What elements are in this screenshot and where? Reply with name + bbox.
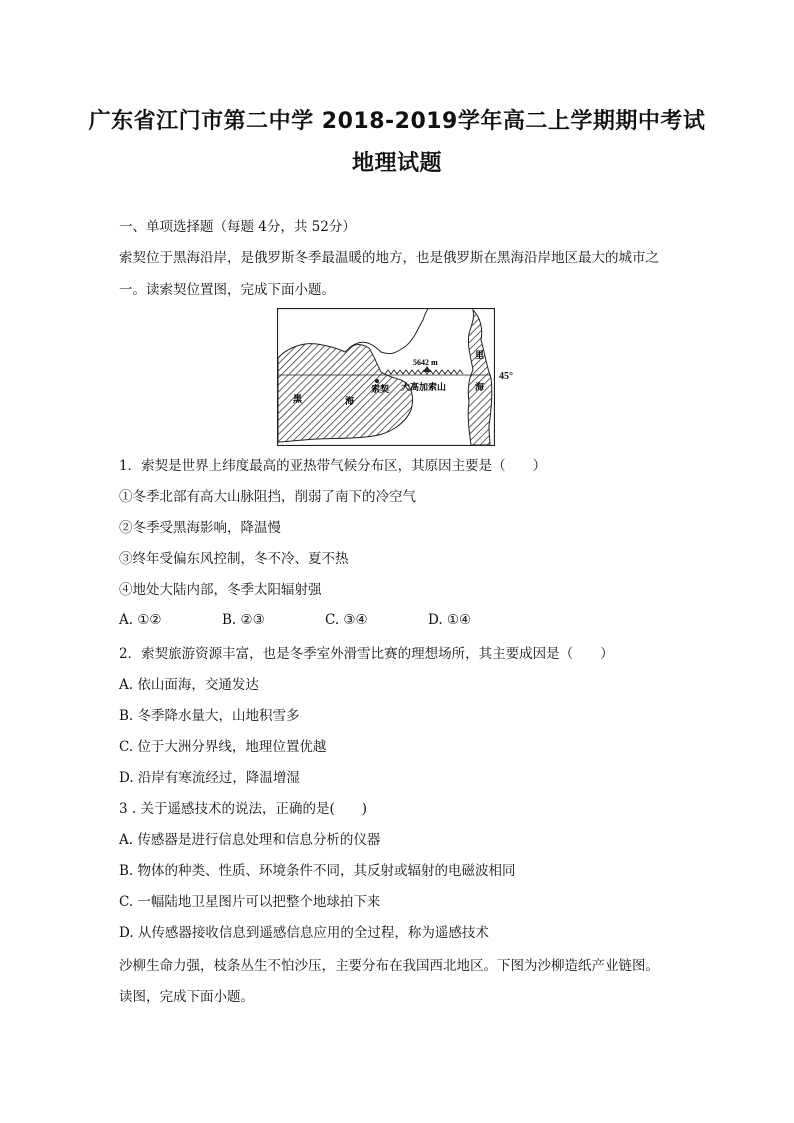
q1-option-a: A. ①②	[119, 612, 162, 628]
intro2-line1: 沙柳生命力强，枝条丛生不怕沙压，主要分布在我国西北地区。下图为沙柳造纸产业链图。	[119, 958, 659, 974]
title-line-2: 地理试题	[351, 151, 442, 176]
intro1-line1: 索契位于黑海沿岸，是俄罗斯冬季最温暖的地方，也是俄罗斯在黑海沿岸地区最大的城市之	[119, 250, 659, 266]
q3-option-d: D. 从传感器接收信息到遥感信息应用的全过程，称为遥感技术	[119, 925, 489, 941]
caspian-label-2: 海	[475, 383, 485, 393]
q2-option-a: A. 依山面海，交通发达	[119, 677, 259, 693]
intro1-line2: 一。读索契位置图，完成下面小题。	[119, 282, 335, 298]
q3-option-c: C. 一幅陆地卫星图片可以把整个地球拍下来	[119, 894, 381, 910]
sochi-location-map	[277, 308, 495, 446]
mountain-label: 大高加索山	[401, 383, 447, 393]
q3-option-a: A. 传感器是进行信息处理和信息分析的仪器	[119, 832, 381, 848]
q1-option-d: D. ①④	[428, 612, 472, 628]
q2-option-d: D. 沿岸有寒流经过，降温增湿	[119, 770, 300, 786]
q1-statement-1: ①冬季北部有高大山脉阻挡，削弱了南下的冷空气	[119, 489, 416, 505]
q2-option-c: C. 位于大洲分界线，地理位置优越	[119, 739, 327, 755]
q1-option-c: C. ③④	[325, 612, 368, 628]
q1-statement-2: ②冬季受黑海影响，降温慢	[119, 520, 281, 536]
q3-option-b: B. 物体的种类、性质、环境条件不同，其反射或辐射的电磁波相同	[119, 863, 516, 879]
q2-option-b: B. 冬季降水量大，山地积雪多	[119, 708, 300, 724]
q1-stem: 1．索契是世界上纬度最高的亚热带气候分布区，其原因主要是（ ）	[119, 458, 547, 474]
q1-options	[119, 612, 679, 628]
q2-stem: 2．索契旅游资源丰富，也是冬季室外滑雪比赛的理想场所，其主要成因是（ ）	[119, 646, 614, 662]
sochi-label: 索契	[371, 385, 390, 395]
q3-stem: 3 . 关于遥感技术的说法，正确的是( )	[119, 801, 367, 817]
intro2-line2: 读图，完成下面小题。	[119, 989, 254, 1005]
black-sea-label-1: 黑	[293, 395, 303, 405]
title-line-1: 广东省江门市第二中学 2018-2019学年高二上学期期中考试	[88, 109, 706, 134]
caspian-label-1: 里	[475, 351, 485, 361]
q1-option-b: B. ②③	[222, 612, 265, 628]
q1-statement-4: ④地处大陆内部，冬季太阳辐射强	[119, 582, 322, 598]
latitude-label: 45°	[499, 371, 513, 382]
sochi-city-marker	[375, 379, 379, 383]
elevation-label: 5642 m	[413, 358, 438, 367]
q1-statement-3: ③终年受偏东风控制，冬不冷、夏不热	[119, 551, 349, 567]
black-sea-label-2: 海	[345, 397, 355, 407]
section-heading: 一、单项选择题（每题 4分，共 52分）	[119, 219, 356, 235]
